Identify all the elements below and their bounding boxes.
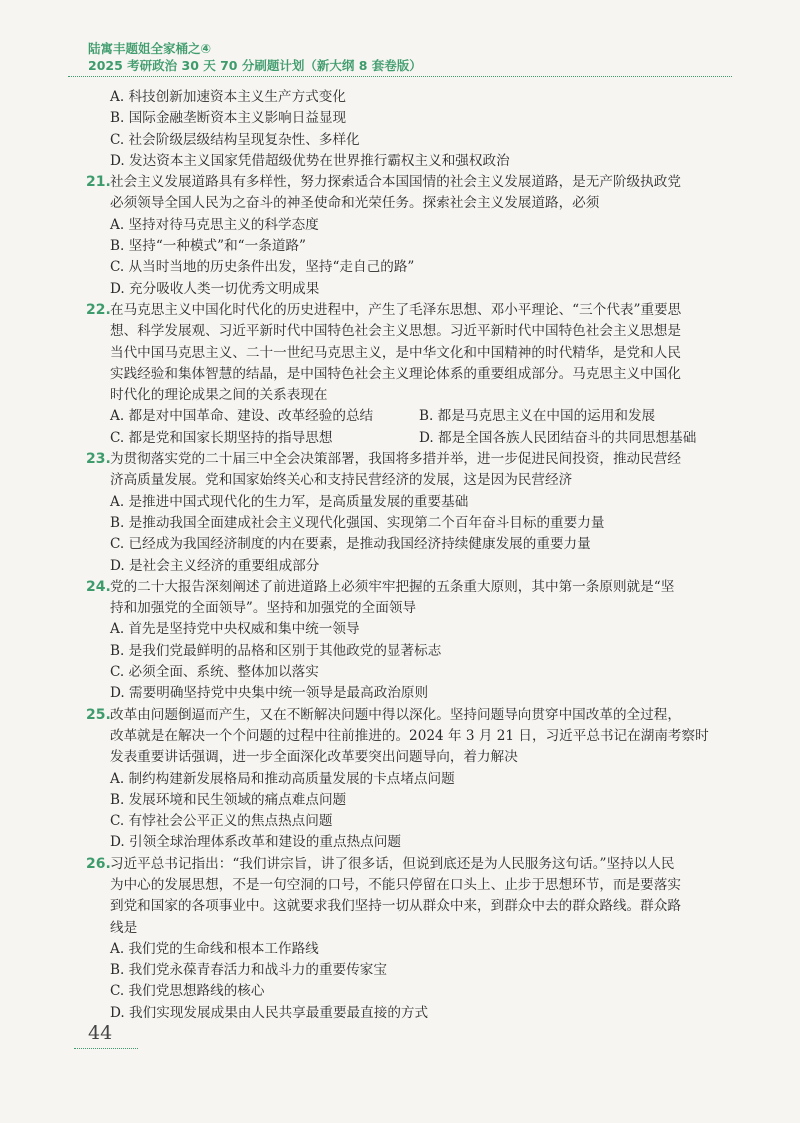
question-number: 23.	[86, 451, 111, 468]
option-d: D. 都是全国各族人民团结奋斗的共同思想基础	[419, 429, 697, 446]
question-stem: 济高质量发展。党和国家始终关心和支持民营经济的发展，这是因为民营经济	[110, 472, 573, 489]
question-number: 24.	[86, 578, 111, 595]
question-stem: 习近平总书记指出：“我们讲宗旨，讲了很多话，但说到底还是为人民服务这句话。”坚持以人民	[110, 855, 675, 872]
question-26	[88, 854, 728, 1024]
question-stem: 持和加强党的全面领导”。坚持和加强党的全面领导	[110, 600, 417, 617]
header-book-title: 2025 考研政治 30 天 70 分刷题计划（新大纲 8 套卷版）	[88, 58, 422, 73]
question-stem: 为中心的发展思想，不是一句空洞的口号，不能只停留在口头上、止步于思想环节，而是要落实	[110, 876, 681, 893]
option-c: C. 社会阶级层级结构呈现复杂性、多样化	[110, 131, 360, 148]
option-c: C. 必须全面、系统、整体加以落实	[110, 664, 319, 681]
question-22	[88, 300, 728, 449]
question-21	[88, 172, 728, 300]
option-row	[88, 406, 728, 427]
header-series-title: 陆寓丰题姐全家桶之④	[88, 41, 212, 56]
option-d: D. 充分吸收人类一切优秀文明成果	[110, 280, 320, 297]
question-number: 22.	[86, 301, 111, 318]
option-b: B. 都是马克思主义在中国的运用和发展	[419, 408, 656, 425]
option-a: A. 坚持对待马克思主义的科学态度	[110, 216, 319, 233]
option-a: A. 科技创新加速资本主义生产方式变化	[110, 89, 346, 105]
question-number: 21.	[86, 174, 111, 191]
page-header	[88, 40, 422, 74]
option-d: D. 需要明确坚持党中央集中统一领导是最高政治原则	[110, 685, 429, 702]
question-stem: 党的二十大报告深刻阐述了前进道路上必须牢牢把握的五条重大原则，其中第一条原则就是“坚	[110, 578, 675, 595]
question-24	[88, 577, 728, 705]
page-number: 44	[88, 1022, 113, 1044]
previous-question-options	[88, 87, 728, 172]
question-stem: 改革由问题倒逼而产生，又在不断解决问题中得以深化。坚持问题导向贯穿中国改革的全过程，	[110, 706, 681, 723]
question-stem: 当代中国马克思主义、二十一世纪马克思主义，是中华文化和中国精神的时代精华，是党和人民	[110, 344, 681, 361]
option-a: A. 我们党的生命线和根本工作路线	[110, 940, 319, 957]
option-c: C. 我们党思想路线的核心	[110, 983, 265, 1000]
option-d: D. 引领全球治理体系改革和建设的重点热点问题	[110, 834, 401, 851]
option-c: C. 从当时当地的历史条件出发，坚持“走自己的路”	[110, 259, 415, 276]
question-stem: 实践经验和集体智慧的结晶，是中国特色社会主义理论体系的重要组成部分。马克思主义中国化	[110, 365, 681, 382]
question-stem: 到党和国家的各项事业中。这就要求我们坚持一切从群众中来，到群众中去的群众路线。群众路	[110, 898, 681, 915]
option-c: C. 都是党和国家长期坚持的指导思想	[110, 429, 333, 446]
option-b: B. 发展环境和民生领域的痛点难点问题	[110, 791, 347, 808]
option-b: B. 坚持“一种模式”和“一条道路”	[110, 238, 306, 255]
option-b: B. 我们党永葆青春活力和战斗力的重要传家宝	[110, 962, 387, 979]
question-stem: 发表重要讲话强调，进一步全面深化改革要突出问题导向，着力解决	[110, 749, 518, 766]
question-stem: 社会主义发展道路具有多样性，努力探索适合本国国情的社会主义发展道路，是无产阶级执政党	[110, 174, 681, 191]
option-a: A. 首先是坚持党中央权威和集中统一领导	[110, 621, 360, 638]
option-d: D. 是社会主义经济的重要组成部分	[110, 557, 320, 574]
question-25	[88, 705, 728, 854]
option-row	[88, 428, 728, 449]
question-stem: 时代化的理论成果之间的关系表现在	[110, 387, 328, 404]
option-b: B. 是我们党最鲜明的品格和区别于其他政党的显著标志	[110, 642, 442, 659]
question-content	[88, 87, 728, 1024]
question-stem: 线是	[110, 919, 138, 936]
question-23	[88, 449, 728, 577]
question-stem: 在马克思主义中国化时代化的历史进程中，产生了毛泽东思想、邓小平理论、“三个代表”重要思	[110, 301, 682, 318]
option-b: B. 国际金融垄断资本主义影响日益显现	[110, 110, 347, 127]
option-a: A. 都是对中国革命、建设、改革经验的总结	[110, 408, 374, 425]
question-number: 26.	[86, 855, 111, 872]
option-c: C. 已经成为我国经济制度的内在要素，是推动我国经济持续健康发展的重要力量	[110, 536, 591, 553]
question-stem: 想、科学发展观、习近平新时代中国特色社会主义思想。习近平新时代中国特色社会主义思想是	[110, 323, 681, 340]
question-stem: 必须领导全国人民为之奋斗的神圣使命和光荣任务。探索社会主义发展道路，必须	[110, 195, 600, 212]
question-number: 25.	[86, 706, 111, 723]
option-c: C. 有悖社会公平正义的焦点热点问题	[110, 813, 333, 830]
question-stem: 为贯彻落实党的二十届三中全会决策部署，我国将多措并举，进一步促进民间投资，推动民营经	[110, 451, 681, 468]
option-a: A. 制约构建新发展格局和推动高质量发展的卡点堵点问题	[110, 770, 455, 787]
option-a: A. 是推进中国式现代化的生力军，是高质量发展的重要基础	[110, 493, 469, 510]
option-d: D. 我们实现发展成果由人民共享最重要最直接的方式	[110, 1004, 429, 1021]
question-stem: 改革就是在解决一个个问题的过程中往前推进的。2024 年 3 月 21 日，习近平总书记在湖南考察时	[110, 727, 709, 744]
option-b: B. 是推动我国全面建成社会主义现代化强国、实现第二个百年奋斗目标的重要力量	[110, 514, 605, 531]
header-divider	[68, 76, 732, 77]
footer-divider	[74, 1048, 138, 1049]
option-d: D. 发达资本主义国家凭借超级优势在世界推行霸权主义和强权政治	[110, 152, 510, 169]
